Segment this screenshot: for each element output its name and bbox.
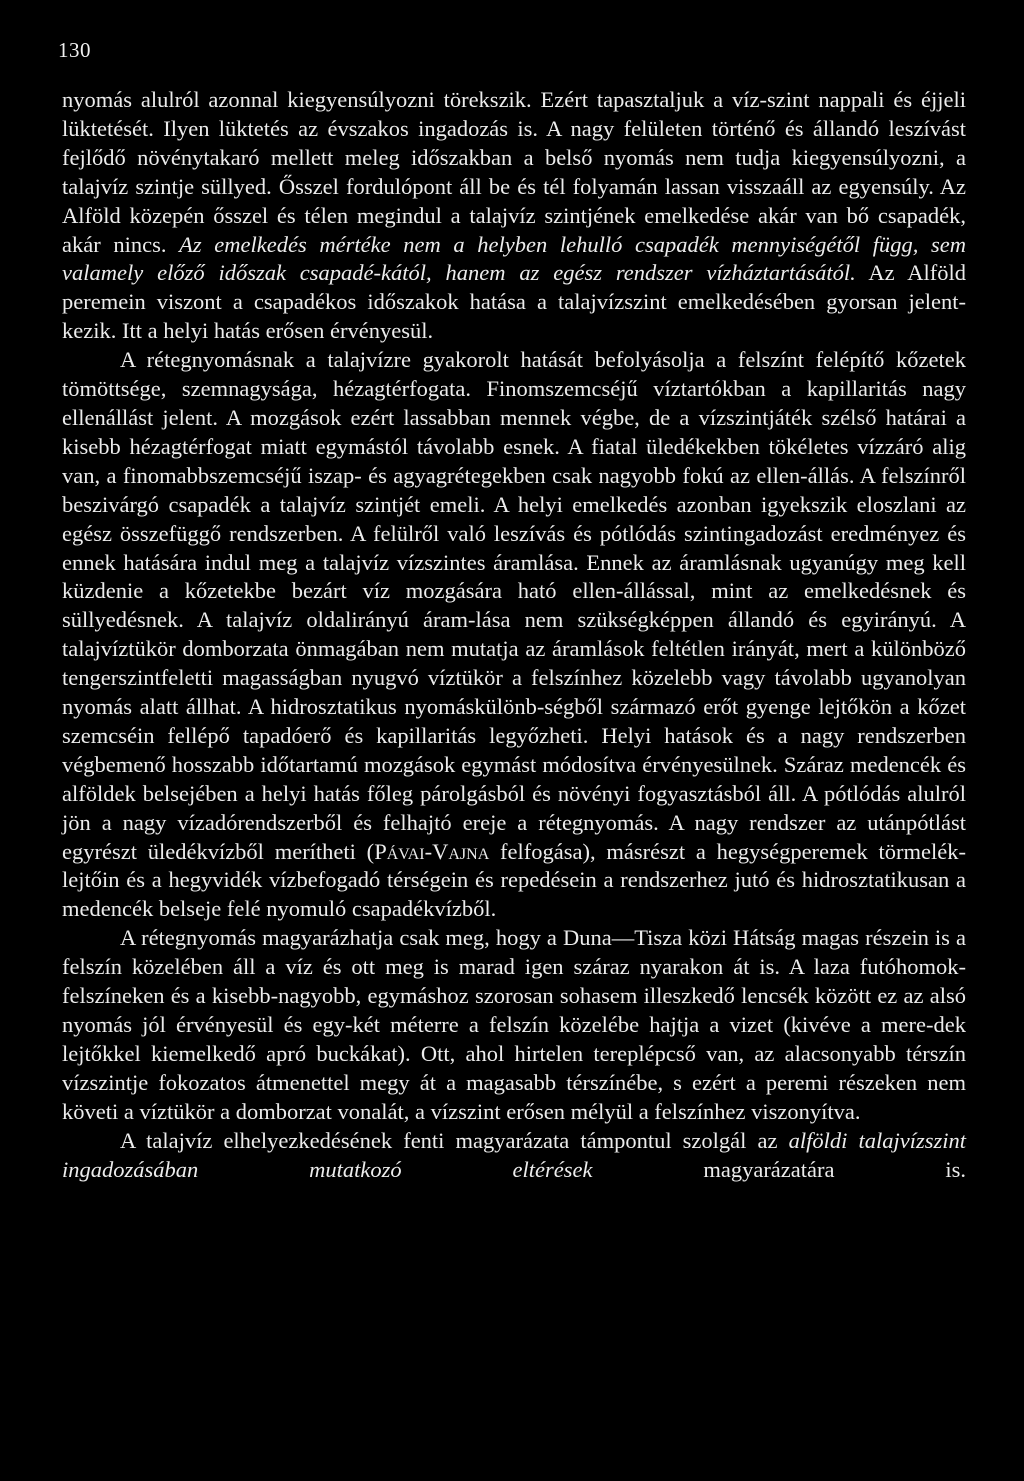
paragraph-4 — [62, 1127, 966, 1185]
text-segment: A talajvíz elhelyezkedésének fenti magyarázata támpontul szolgál az — [120, 1127, 789, 1153]
italic-segment: alföldi talajvízszint ingadozásában mutatkozó eltérések — [62, 1127, 966, 1182]
paragraph-3 — [62, 924, 966, 1126]
paragraph-1 — [62, 86, 966, 346]
text-segment: felfogása), másrészt a hegységperemek törmelék-lejtőin és a hegyvidék vízbefogadó térségein és repedésein a rendszerhez jutó és hidrosztatikusan a medencék belseje felé nyomuló csapadékvízből. — [62, 838, 967, 922]
text-segment: Az Alföld peremein viszont a csapadékos időszakok hatása a talajvízszint emelkedésében gyorsan jelent-kezik. Itt a helyi hatás erősen érvényesül. — [62, 260, 966, 344]
text-segment: A rétegnyomásnak a talajvízre gyakorolt hatását befolyásolja a felszínt felépítő kőzetek tömöttsége, szemnagysága, hézagtérfogata. Finomszemcséjű víztartókban a kapillaritás nagy ellenállást jelent. A mozgások ezért lassabban mennek végbe, de a vízszintjáték szélső határai a kisebb hézagtérfogat miatt egymástól távolabb esnek. A fiatal üledékekben tökéletes vízzáró alig van, a finomabbszemcséjű iszap- és agyagrétegekben csak nagyobb fokú az ellen-állás. A felszínről beszivárgó csapadék a talajvíz szintjét emeli. A helyi emelkedés azonban igyekszik eloszlani az egész összefüggő rendszerben. A felülről való leszívás és pótlódás szintingadozást eredményez és ennek hatására indul meg a talajvíz vízszintes áramlása. Ennek az áramlásnak ugyanúgy meg kell küzdenie a kőzetekbe bezárt víz mozgására ható ellen-állással, mint az emelkedésnek és süllyedésnek. A talajvíz oldalirányú áram-lása nem szükségképpen állandó és egyirányú. A talajvíztükör domborzata önmagában nem mutatja az áramlások feltétlen irányát, mert a különböző tengerszintfeletti magasságban nyugvó víztükör a felszínhez közelebb vagy távolabb ugyanolyan nyomás alatt állhat. A hidrosztatikus nyomáskülönb-ségből származó erőt gyenge lejtőkön a kőzet szemcséin fellépő tapadóerő és kapillaritás legyőzheti. Helyi hatások és a nagy rendszerben végbemenő hosszabb időtartamú mozgások egymást módosítva érvényesülnek. Száraz medencék és alföldek belsejében a helyi hatás főleg párolgásból és növényi fogyasztásból áll. A pótlódás alulról jön a nagy vízadórendszerből és felhajtó ereje a rétegnyomás. A nagy rendszer az utánpótlást egyrészt üledékvízből merítheti ( — [62, 347, 966, 864]
paragraph-2 — [62, 346, 966, 924]
italic-segment: Az emelkedés mértéke nem a helyben lehulló csapadék mennyiségétől függ, sem valamely előző időszak csapadé-kától, hanem az egész rendszer vízháztartásától. — [62, 231, 966, 286]
author-name-smallcaps: Pávai-Vajna — [374, 838, 490, 864]
body-text — [62, 86, 966, 1184]
page-number: 130 — [58, 38, 91, 62]
text-segment: magyarázatára is. — [592, 1156, 966, 1182]
text-segment: nyomás alulról azonnal kiegyensúlyozni törekszik. Ezért tapasztaljuk a víz-szint nappali és éjjeli lüktetését. Ilyen lüktetés az évszakos ingadozás is. A nagy felületen történő és állandó leszívást fejlődő növénytakaró mellett meleg időszakban a belső nyomás nem tudja kiegyensúlyozni, a talajvíz szintje süllyed. Ősszel fordulópont áll be és tél folyamán lassan visszaáll az egyensúly. Az Alföld közepén ősszel és télen megindul a talajvíz szintjének emelkedése akár van bő csapadék, akár nincs. — [62, 87, 966, 257]
text-segment: A rétegnyomás magyarázhatja csak meg, hogy a Duna—Tisza közi Hátság magas részein is a felszín közelében áll a víz és ott meg is marad igen száraz nyarakon át is. A laza futóhomok-felszíneken és a kisebb-nagyobb, egymáshoz szorosan sohasem illeszkedő lencsék között ez az alsó nyomás jól érvényesül és egy-két méterre a felszín közelébe hajtja a vizet (kivéve a mere-dek lejtőkkel kiemelkedő apró buckákat). Ott, ahol hirtelen tereplépcső van, az alacsonyabb térszín vízszintje fokozatos átmenettel megy át a magasabb térszínébe, s ezért a peremi részeken nem követi a víztükör a domborzat vonalát, a vízszint erősen mélyül a felszínhez viszonyítva. — [62, 925, 966, 1124]
